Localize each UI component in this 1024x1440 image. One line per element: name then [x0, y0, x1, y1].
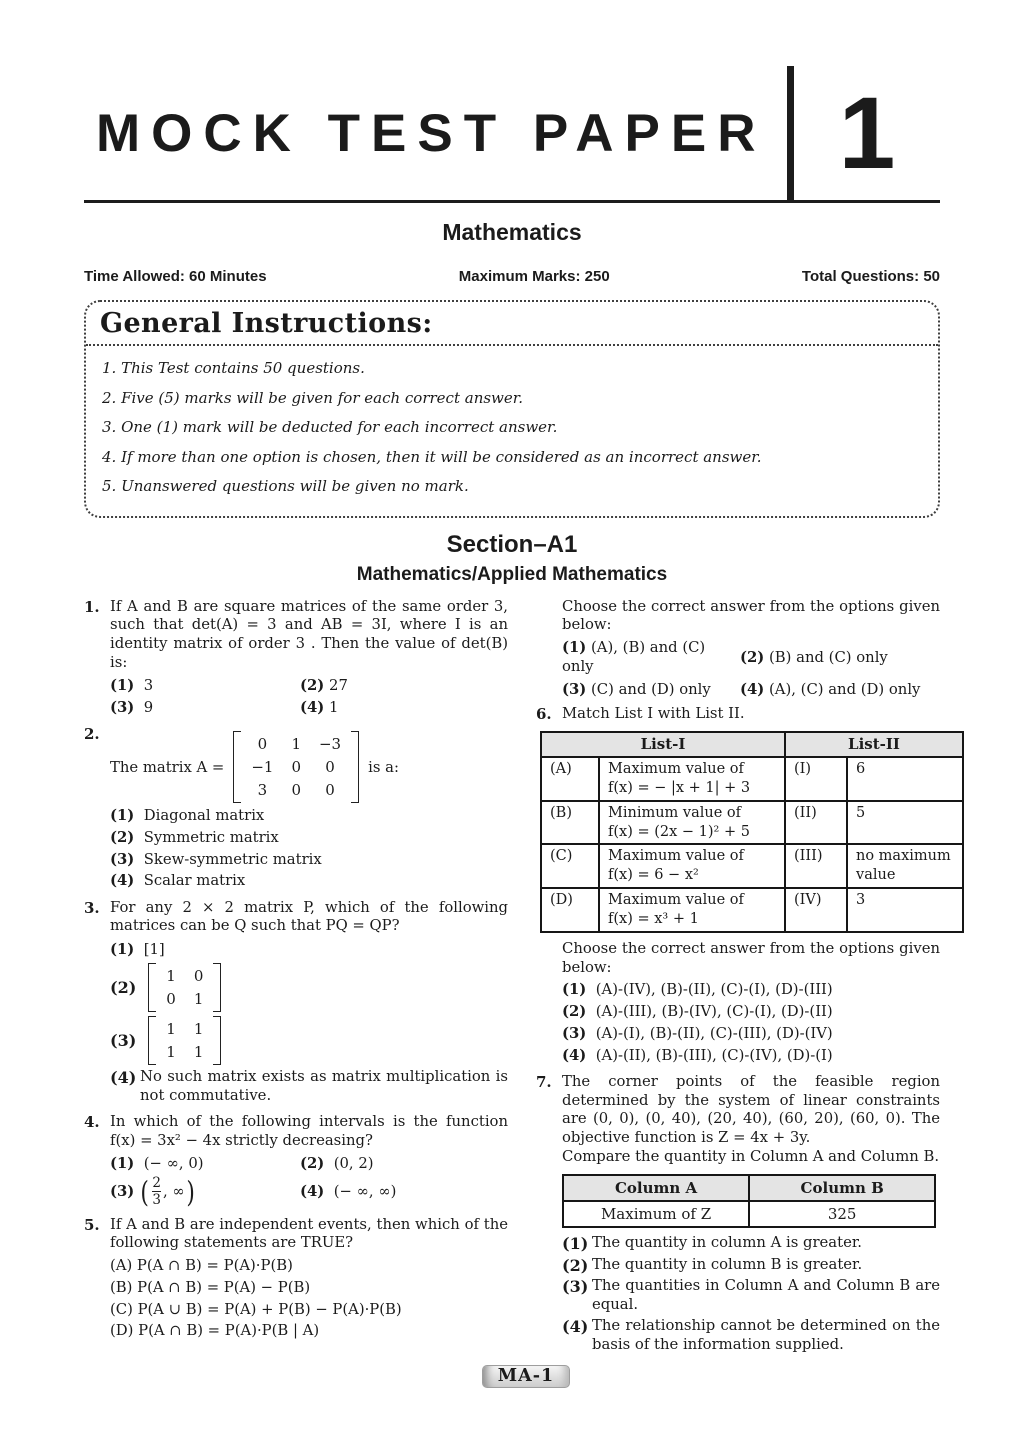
- option: (3) The quantities in Column A and Column B are equal.: [562, 1277, 940, 1313]
- question-text: In which of the following intervals is the function f(x) = 3x² − 4x strictly decreasing?: [110, 1113, 508, 1150]
- option: (2) 27: [300, 676, 348, 694]
- section-title: Section–A1: [446, 530, 578, 558]
- table-row: (B) Minimum value of f(x) = (2x − 1)² + 5 (II) 5: [541, 801, 963, 845]
- option: (1) 3: [110, 676, 154, 694]
- question-number: 3.: [84, 898, 100, 917]
- statement: (A) P(A ∩ B) = P(A)·P(B): [110, 1257, 293, 1275]
- option: (3) (A)-(I), (B)-(II), (C)-(III), (D)-(IV): [562, 1024, 833, 1042]
- question-text: If A and B are independent events, then which of the following statements are TRUE?: [110, 1215, 508, 1252]
- instruction-item: 4. If more than one option is chosen, then it will be considered as an incorrect answer.: [102, 447, 762, 466]
- option: (3) Skew-symmetric matrix: [110, 850, 322, 868]
- question-number: 6.: [536, 704, 552, 723]
- section-subtitle: Mathematics/Applied Mathematics: [356, 563, 668, 585]
- instruction-item: 5. Unanswered questions will be given no mark.: [102, 477, 469, 495]
- option: (1) (A), (B) and (C) only: [562, 639, 706, 676]
- option: (2) (B) and (C) only: [740, 648, 888, 666]
- option: (2) Symmetric matrix: [110, 828, 279, 846]
- question-number: 1.: [84, 597, 100, 616]
- subject-title: Mathematics: [442, 219, 582, 245]
- header-divider-bar: [787, 66, 794, 200]
- general-instructions-box: [84, 300, 940, 518]
- question-2: [84, 725, 508, 890]
- matrix-bracket-right: [213, 1016, 221, 1065]
- option: (3) 1 1 1 1: [110, 1016, 508, 1065]
- header: [84, 66, 940, 200]
- header-rule: [84, 200, 940, 203]
- big-paren-close: ): [186, 1174, 195, 1209]
- match-list-table: [540, 731, 964, 933]
- matrix-2x2: 1 1 1 1: [148, 1016, 221, 1065]
- question-number: 5.: [84, 1215, 100, 1234]
- question-text: For any 2 × 2 matrix P, which of the following matrices can be Q such that PQ = QP?: [110, 898, 508, 935]
- maximum-marks: Maximum Marks: 250: [458, 268, 610, 285]
- option: (2) 1 0 0 1: [110, 963, 508, 1012]
- matrix-bracket-left: [148, 963, 156, 1012]
- total-questions: Total Questions: 50: [801, 268, 940, 285]
- option: (1) (A)-(IV), (B)-(II), (C)-(I), (D)-(III): [562, 981, 833, 999]
- question-text: Match List I with List II.: [562, 704, 745, 722]
- matrix-2x2: 1 0 0 1: [148, 963, 221, 1012]
- left-column: [84, 598, 508, 1363]
- time-allowed: Time Allowed: 60 Minutes: [84, 268, 267, 285]
- option: (4) The relationship cannot be determined on the basis of the information supplied.: [562, 1317, 940, 1354]
- question-number: 2.: [84, 725, 100, 744]
- option: (3) (C) and (D) only: [562, 680, 711, 698]
- right-column: [536, 597, 951, 1363]
- question-1: [84, 598, 508, 718]
- option: (4) (− ∞, ∞): [300, 1183, 397, 1201]
- statement: (B) P(A ∩ B) = P(A) − P(B): [110, 1278, 311, 1296]
- table-header-row: [541, 732, 963, 758]
- option: (4) Scalar matrix: [110, 872, 246, 890]
- matrix-bracket-left: [148, 1016, 156, 1065]
- option: (3) 9: [110, 698, 154, 716]
- option: (4) No such matrix exists as matrix multiplication is not commutative.: [110, 1067, 508, 1104]
- column-compare-table: [562, 1174, 936, 1229]
- option: (1) The quantity in column A is greater.: [562, 1234, 862, 1254]
- question-number: 7.: [536, 1072, 552, 1091]
- question-number: 4.: [84, 1113, 100, 1132]
- option: (4) 1: [300, 698, 339, 716]
- question-3: [84, 899, 508, 1106]
- option: (2) (A)-(III), (B)-(IV), (C)-(I), (D)-(II): [562, 1003, 833, 1021]
- table-row: (C) Maximum value of f(x) = 6 − x² (III) no maximum value: [541, 844, 963, 888]
- option: (1) [1]: [110, 941, 165, 959]
- instruction-item: 1. This Test contains 50 questions.: [102, 359, 365, 377]
- column-header: Column B: [749, 1175, 935, 1201]
- option: (1) (− ∞, 0): [110, 1154, 204, 1172]
- question-5: [84, 1216, 508, 1341]
- option: (4) (A), (C) and (D) only: [740, 680, 921, 698]
- question-text: If A and B are square matrices of the same order 3, such that det(A) = 3 and AB = 3I, where I is an identity matrix of order 3 . Then the value of det(B) is:: [110, 597, 508, 671]
- option: (3) ( $\frac{2}{3}$ , ∞ ): [110, 1174, 195, 1209]
- paper-number: 1: [838, 76, 896, 190]
- question-7: [536, 1073, 940, 1355]
- fraction: $\frac{2}{3}$: [152, 1175, 161, 1209]
- page-title: MOCK TEST PAPER: [96, 103, 767, 163]
- table-header-row: [563, 1175, 935, 1201]
- matrix-bracket-right: [213, 963, 221, 1012]
- instruction-item: 3. One (1) mark will be deducted for each incorrect answer.: [102, 418, 558, 436]
- general-instructions-title: General Instructions:: [86, 302, 938, 346]
- option: (2) (0, 2): [300, 1154, 374, 1172]
- column-header: List-II: [785, 732, 963, 758]
- choose-text: Choose the correct answer from the options given below:: [562, 939, 940, 976]
- option: (1) Diagonal matrix: [110, 807, 265, 825]
- column-header: List-I: [541, 732, 785, 758]
- table-row: Maximum of Z 325: [563, 1201, 935, 1227]
- matrix-bracket-left: [233, 731, 241, 803]
- big-paren-open: (: [140, 1174, 149, 1209]
- title-wrap: [84, 66, 787, 200]
- page-number-badge: MA-1: [482, 1365, 570, 1388]
- matrix-statement: The matrix A = 0 1 −3 −1 0 0 3 0 0 is a:: [110, 731, 508, 803]
- meta-row: [84, 268, 940, 285]
- matrix-3x3: 0 1 −3 −1 0 0 3 0 0: [233, 731, 359, 803]
- matrix-bracket-right: [351, 731, 359, 803]
- general-instructions-list: [86, 346, 938, 516]
- instruction-item: 2. Five (5) marks will be given for each correct answer.: [102, 388, 524, 407]
- table-row: (D) Maximum value of f(x) = x³ + 1 (IV) 3: [541, 888, 963, 932]
- question-5-choose: Choose the correct answer from the options given below: (1) (A), (B) and (C) only (2) (B) and (C) only (3) (C) and (D) only (4) (A), (C) and (D) only: [562, 597, 940, 698]
- column-header: Column A: [563, 1175, 749, 1201]
- two-column-body: [84, 597, 951, 1363]
- option: (4) (A)-(II), (B)-(III), (C)-(IV), (D)-(I): [562, 1046, 833, 1064]
- option: (2) The quantity in column B is greater.: [562, 1255, 863, 1275]
- question-text-2: Compare the quantity in Column A and Column B.: [562, 1147, 940, 1165]
- statement: (C) P(A ∪ B) = P(A) + P(B) − P(A)·P(B): [110, 1300, 402, 1318]
- question-6: [536, 704, 951, 1065]
- table-row: (A) Maximum value of f(x) = − |x + 1| + 3 (I) 6: [541, 757, 963, 801]
- question-text: The corner points of the feasible region determined by the system of linear constraints are (0, 0), (0, 40), (20, 40), (60, 20), (60, 0). The objective function is Z = 4x + 3y.: [562, 1072, 940, 1147]
- question-4: [84, 1113, 508, 1207]
- statement: (D) P(A ∩ B) = P(A)·P(B | A): [110, 1322, 320, 1340]
